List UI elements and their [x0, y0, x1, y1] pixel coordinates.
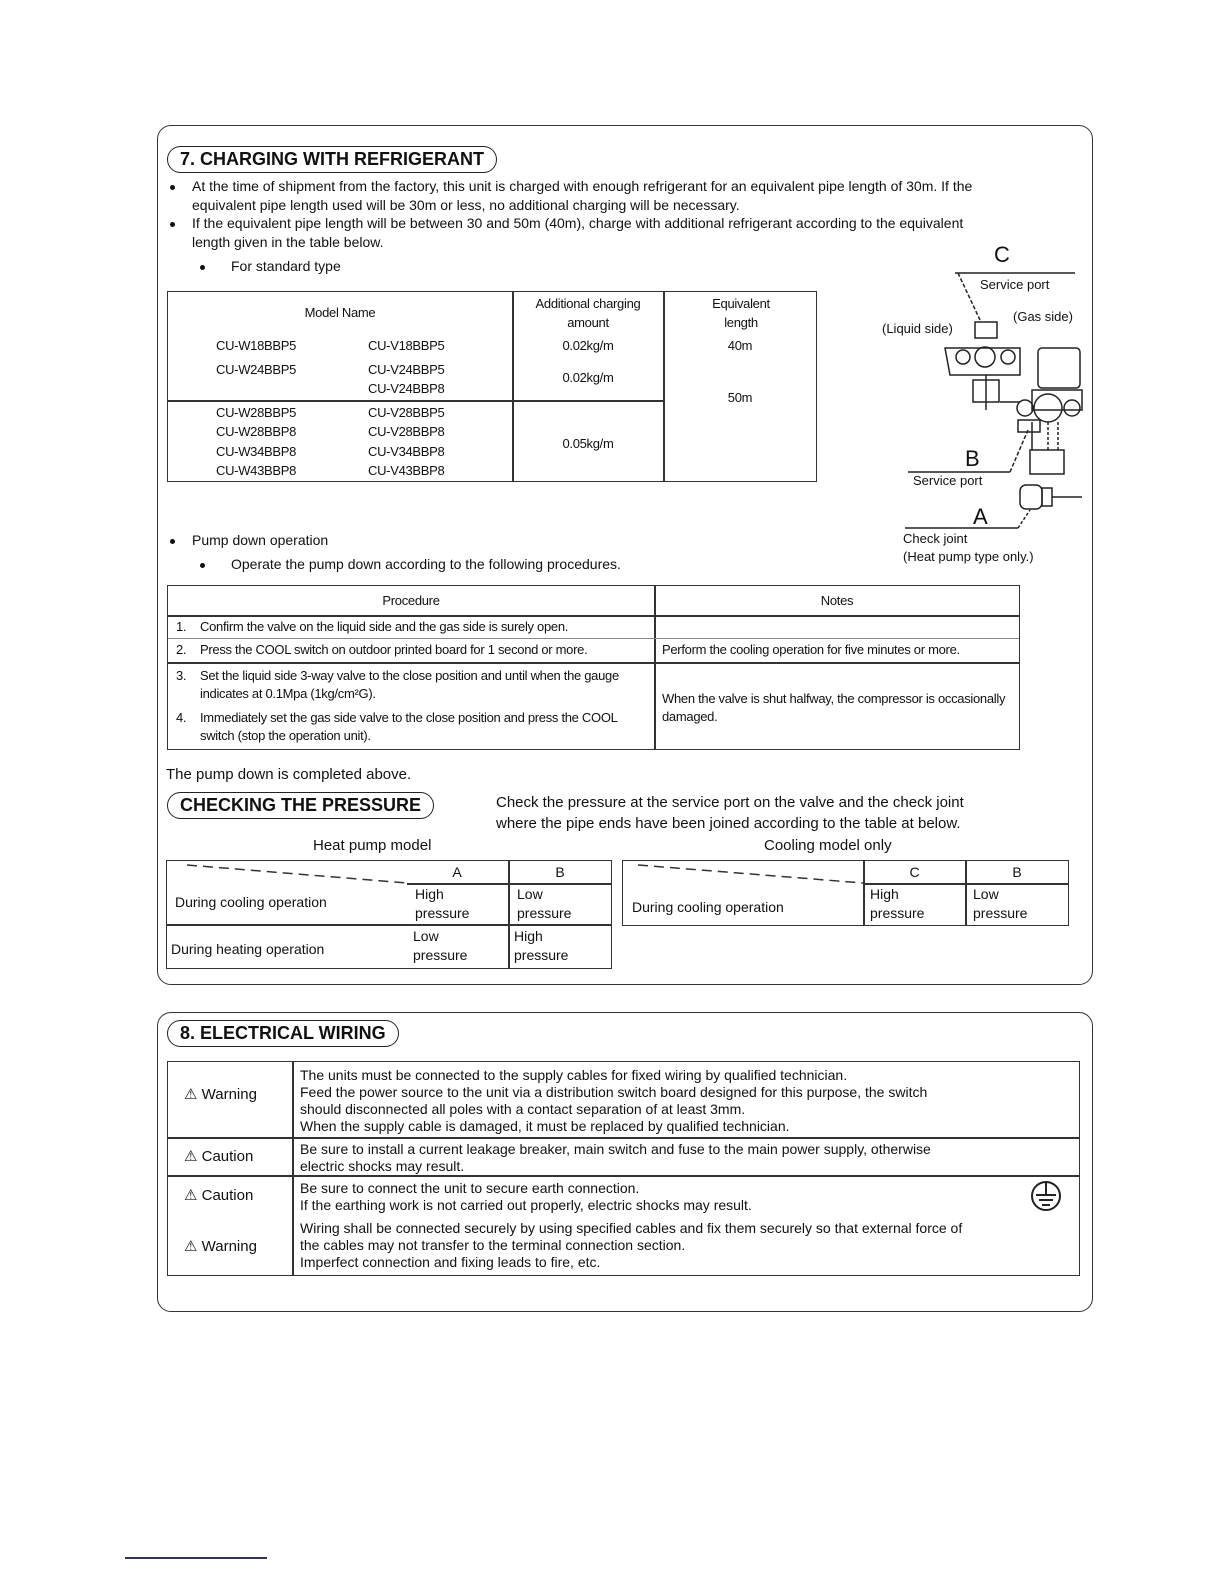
warning-triangle-icon: ⚠ [184, 1086, 198, 1103]
header-equivalent: Equivalent length [712, 296, 770, 330]
row-text: If the earthing work is not carried out properly, electric shocks may result. [300, 1197, 752, 1213]
row-label: During cooling operation [632, 899, 784, 915]
row-text: Imperfect connection and fixing leads to fire, etc. [300, 1254, 601, 1270]
amount-cell: 0.05kg/m [562, 436, 614, 451]
note-step-3-4: When the valve is shut halfway, the compressor is occasionally damaged. [662, 691, 1006, 724]
row-text: should disconnected all poles with a contact separation of at least 3mm. [300, 1101, 746, 1117]
pump-down-completed: The pump down is completed above. [166, 766, 412, 783]
step-text: Press the COOL switch on outdoor printed board for 1 second or more. [200, 642, 588, 657]
row-text: Be sure to connect the unit to secure earth connection. [300, 1180, 640, 1196]
model-cell: CU-V24BBP8 [368, 381, 445, 396]
bullet [200, 563, 205, 568]
step-text: Confirm the valve on the liquid side and the gas side is surely open. [200, 619, 569, 634]
pump-down-sub: Operate the pump down according to the following procedures. [231, 556, 621, 572]
model-cell: CU-V43BBP8 [368, 463, 445, 478]
col-b: B [1012, 864, 1022, 880]
row-text: The units must be connected to the supply cables for fixed wiring by qualified technician. [300, 1067, 848, 1083]
row-text: When the supply cable is damaged, it must be replaced by qualified technician. [300, 1118, 790, 1134]
model-cell: CU-W28BBP8 [216, 424, 297, 439]
step-number: 3. [176, 668, 187, 683]
header-diagonal [167, 861, 407, 885]
row-text: Wiring shall be connected securely by using specified cables and fix them securely so that external force of [300, 1220, 963, 1236]
row-label: Caution [201, 1187, 254, 1204]
section-8-title: 8. ELECTRICAL WIRING [167, 1020, 399, 1047]
wiring-table [167, 1061, 1080, 1276]
heat-pump-only-label: (Heat pump type only.) [903, 549, 1034, 564]
header-additional: Additional charging amount [535, 296, 641, 330]
label-c: C [994, 242, 1010, 267]
warning-label [184, 1238, 257, 1256]
header-model-name: Model Name [304, 305, 376, 320]
model-cell: CU-W18BBP5 [216, 338, 297, 353]
col-a: A [452, 864, 462, 880]
step-text: Immediately set the gas side valve to the close position and press the COOL switch (stop the operation unit). [200, 710, 618, 743]
section-7-title: 7. CHARGING WITH REFRIGERANT [167, 146, 497, 173]
service-port-top-label: Service port [980, 277, 1050, 292]
warning-triangle-icon: ⚠ [184, 1187, 198, 1204]
valve-diagram [870, 240, 1090, 570]
model-cell: CU-W43BBP8 [216, 463, 297, 478]
cell-b: Low pressure [517, 886, 572, 921]
header-procedure: Procedure [382, 593, 440, 608]
row-label: Caution [201, 1148, 254, 1165]
row-label: During cooling operation [175, 894, 327, 910]
pressure-text-line2: where the pipe ends have been joined according to the table at below. [496, 815, 961, 832]
row-label: Warning [201, 1086, 257, 1103]
liquid-side-label: (Liquid side) [882, 321, 953, 336]
row-label: Warning [201, 1238, 257, 1255]
service-port-bottom-label: Service port [913, 473, 983, 488]
charge-table [167, 291, 817, 482]
model-cell: CU-V18BBP5 [368, 338, 445, 353]
model-cell: CU-W34BBP8 [216, 444, 297, 459]
sub-bullet-standard-type: For standard type [231, 258, 341, 274]
caution-label [184, 1148, 253, 1166]
cell-b: Low pressure [973, 886, 1028, 921]
step-number: 1. [176, 619, 187, 634]
gas-side-label: (Gas side) [1013, 309, 1073, 324]
model-cell: CU-V34BBP8 [368, 444, 445, 459]
procedure-table [167, 585, 1020, 750]
checking-pressure-title: CHECKING THE PRESSURE [167, 792, 434, 819]
bullet [170, 185, 175, 190]
model-cell: CU-W24BBP5 [216, 362, 297, 377]
footer-rule [125, 1557, 267, 1559]
cell-a: High pressure [415, 886, 470, 921]
cell-a: Low pressure [413, 928, 468, 963]
row-label: During heating operation [171, 941, 325, 957]
bullet [170, 539, 175, 544]
model-cell: CU-V24BBP5 [368, 362, 445, 377]
row-text: electric shocks may result. [300, 1158, 465, 1174]
caution-label [184, 1187, 253, 1205]
note-step-2: Perform the cooling operation for five minutes or more. [662, 642, 960, 657]
cooling-only-pressure-table [622, 860, 1069, 926]
cell-b: High pressure [514, 928, 569, 963]
bullet2-line2: length given in the table below. [192, 234, 384, 250]
step-text: Set the liquid side 3-way valve to the close position and until when the gauge indicates at 0.1Mpa (1kg/cm²G). [200, 668, 619, 701]
heat-pump-caption: Heat pump model [313, 837, 432, 854]
warning-triangle-icon: ⚠ [184, 1148, 198, 1165]
bullet1-line2: equivalent pipe length used will be 30m or less, no additional charging will be necessary. [192, 197, 740, 213]
amount-cell: 0.02kg/m [562, 370, 614, 385]
heat-pump-pressure-table [166, 860, 612, 969]
header-notes: Notes [820, 593, 854, 608]
cell-c: High pressure [870, 886, 925, 921]
col-b: B [555, 864, 565, 880]
row-text: Feed the power source to the unit via a distribution switch board designed for this purpose, the switch [300, 1084, 928, 1100]
col-c: C [909, 864, 920, 880]
step-number: 2. [176, 642, 187, 657]
bullet [170, 222, 175, 227]
check-joint-label: Check joint [903, 531, 968, 546]
bullet2-line1: If the equivalent pipe length will be between 30 and 50m (40m), charge with additional refrigerant according to the equivalent [192, 215, 964, 231]
cooling-only-caption: Cooling model only [764, 837, 892, 854]
length-cell: 40m [727, 338, 753, 353]
length-cell: 50m [727, 390, 753, 405]
pump-down-heading: Pump down operation [192, 532, 329, 548]
warning-label [184, 1086, 257, 1104]
step-number: 4. [176, 710, 187, 725]
header-diagonal [623, 861, 863, 885]
earth-ground-icon [1030, 1180, 1062, 1212]
model-cell: CU-W28BBP5 [216, 405, 297, 420]
warning-triangle-icon: ⚠ [184, 1238, 198, 1255]
amount-cell: 0.02kg/m [562, 338, 614, 353]
label-b: B [965, 446, 980, 471]
pressure-text-line1: Check the pressure at the service port on the valve and the check joint [496, 794, 964, 811]
label-a: A [973, 504, 988, 529]
row-text: Be sure to install a current leakage breaker, main switch and fuse to the main power supply, otherwise [300, 1141, 931, 1157]
model-cell: CU-V28BBP8 [368, 424, 445, 439]
row-text: the cables may not transfer to the terminal connection section. [300, 1237, 686, 1253]
bullet1-line1: At the time of shipment from the factory, this unit is charged with enough refrigerant for an equivalent pipe length of 30m. If the [192, 178, 973, 194]
model-cell: CU-V28BBP5 [368, 405, 445, 420]
bullet [200, 265, 205, 270]
